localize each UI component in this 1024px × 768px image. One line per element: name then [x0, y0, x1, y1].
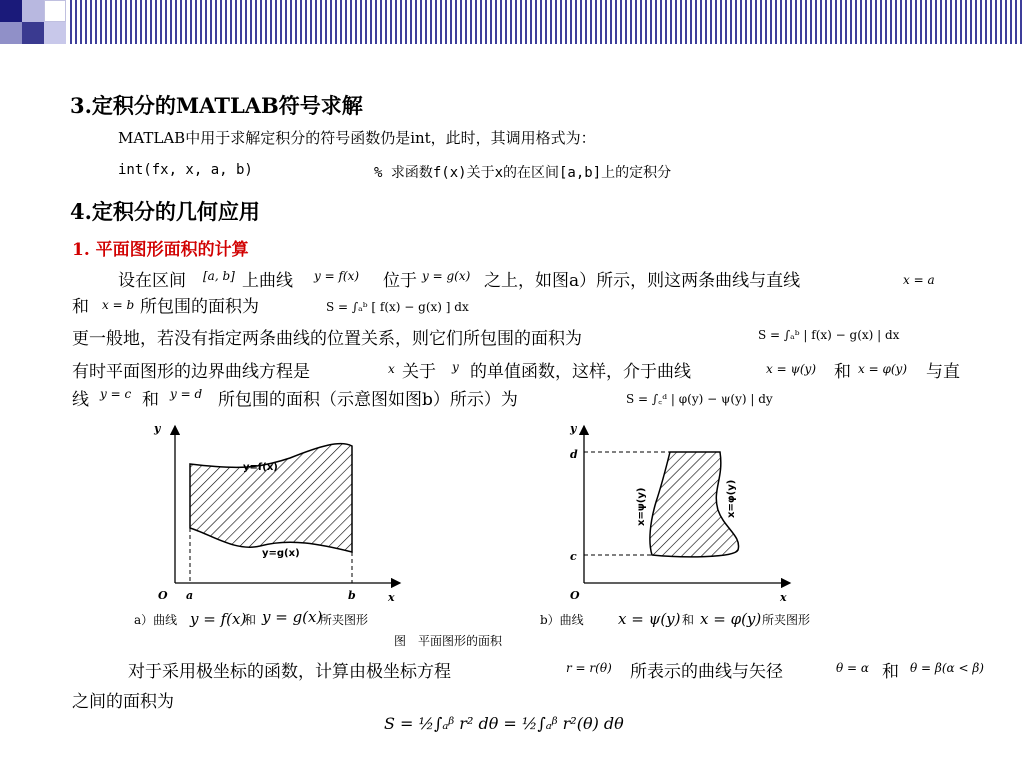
formula-area-2: S = ∫ₐᵇ | f(x) − g(x) | dx [758, 328, 900, 342]
section-4-title: 4.定积分的几何应用 [70, 199, 260, 224]
para3-math-xphi: x = φ(y) [858, 362, 907, 376]
label-origin: O [570, 589, 580, 602]
label-c: c [570, 550, 577, 563]
para1-text-4: 之上，如图a）所示，则这两条曲线与直线 [484, 271, 801, 291]
label-y: y [570, 422, 577, 435]
caption-b-pre: b）曲线 [540, 613, 584, 627]
code-comment: % 求函数f(x)关于x的在区间[a,b]上的定积分 [374, 165, 672, 181]
para4-text-1: 对于采用极坐标的函数，计算由极坐标方程 [128, 662, 451, 682]
deco-square [44, 0, 66, 22]
para1-text-6: 所包围的面积为 [140, 297, 259, 317]
deco-square [22, 22, 44, 44]
para3-text-2: 关于 [402, 362, 436, 382]
top-decoration [0, 0, 1024, 46]
para3-math-y: y [452, 360, 459, 374]
label-x: x [388, 591, 395, 604]
para3-math-xpsi: x = ψ(y) [766, 362, 817, 376]
label-a: a [186, 589, 194, 602]
formula-area-1: S = ∫ₐᵇ [ f(x) − g(x) ] dx [326, 300, 469, 314]
caption-b-f1: x = ψ(y) [618, 610, 681, 628]
subsection-1-title: 1. 平面图形面积的计算 [72, 240, 249, 260]
caption-b-f2: x = φ(y) [700, 610, 762, 628]
para3-text-7: 和 [142, 390, 159, 410]
para3-text-8: 所包围的面积（示意图如图b）所示）为 [218, 390, 518, 410]
deco-square [0, 22, 22, 44]
caption-a-f1: y = f(x) [190, 610, 247, 628]
label-d: d [570, 448, 578, 461]
deco-square [44, 22, 66, 44]
para4-text-2: 所表示的曲线与矢径 [630, 662, 783, 682]
para4-math-alpha: θ = α [836, 661, 870, 675]
header-stripe [70, 0, 1024, 44]
para3-text-6: 线 [72, 390, 89, 410]
section-3-description: MATLAB中用于求解定积分的符号函数仍是int，此时，其调用格式为： [118, 129, 596, 147]
caption-b-post: 所夹图形 [762, 613, 811, 627]
caption-b-mid: 和 [682, 613, 695, 627]
curve-label-f: y=f(x) [243, 462, 278, 473]
deco-square [22, 0, 44, 22]
para1-math-ygx: y = g(x) [422, 269, 471, 283]
deco-square [0, 0, 22, 22]
area-between-curves [190, 444, 352, 552]
figure-a [140, 418, 420, 608]
label-x: x [780, 591, 787, 604]
para4-math-beta: θ = β(α < β) [910, 661, 984, 675]
para3-math-x: x [388, 362, 395, 376]
para3-text-3: 的单值函数，这样，介于曲线 [470, 362, 691, 382]
caption-a-f2: y = g(x) [262, 608, 323, 626]
para4-text-3: 和 [882, 662, 899, 682]
label-b: b [348, 589, 356, 602]
code-syntax: int(fx, x, a, b) [118, 162, 253, 178]
para1-text-2: 上曲线 [242, 271, 293, 291]
caption-a-mid: 和 [244, 613, 257, 627]
formula-area-3: S = ∫꜀ᵈ | φ(y) − ψ(y) | dy [626, 392, 773, 406]
caption-a-post: 所夹图形 [320, 613, 369, 627]
para3-text-1: 有时平面图形的边界曲线方程是 [72, 362, 310, 382]
para4-text-4: 之间的面积为 [72, 692, 174, 712]
para4-math-r: r = r(θ) [566, 661, 612, 675]
label-origin: O [158, 589, 168, 602]
caption-a-pre: a）曲线 [134, 613, 178, 627]
para1-math-xb: x = b [102, 298, 135, 312]
figure-title: 图 平面图形的面积 [394, 634, 503, 648]
para3-math-yc: y = c [100, 387, 132, 401]
para3-math-yd: y = d [170, 387, 203, 401]
para1-math-xa: x = a [903, 273, 935, 287]
para1-math-interval: [a, b] [203, 269, 235, 283]
para3-text-4: 和 [834, 362, 851, 382]
formula-polar-area: S = ½∫ₐᵝ r² dθ = ½∫ₐᵝ r²(θ) dθ [384, 714, 624, 733]
section-3-title: 3.定积分的MATLAB符号求解 [70, 93, 363, 118]
figure-b [552, 418, 802, 608]
curve-label-psi: x=ψ(y) [636, 487, 647, 526]
para2-text: 更一般地，若没有指定两条曲线的位置关系，则它们所包围的面积为 [72, 329, 582, 349]
para1-text-3: 位于 [383, 271, 417, 291]
para1-math-yfx: y = f(x) [314, 269, 360, 283]
para1-text-5: 和 [72, 297, 89, 317]
para3-text-5: 与直 [926, 362, 960, 382]
curve-label-phi: x=φ(y) [726, 479, 737, 518]
curve-label-g: y=g(x) [262, 548, 300, 559]
label-y: y [154, 422, 161, 435]
para1-text-1: 设在区间 [118, 271, 186, 291]
